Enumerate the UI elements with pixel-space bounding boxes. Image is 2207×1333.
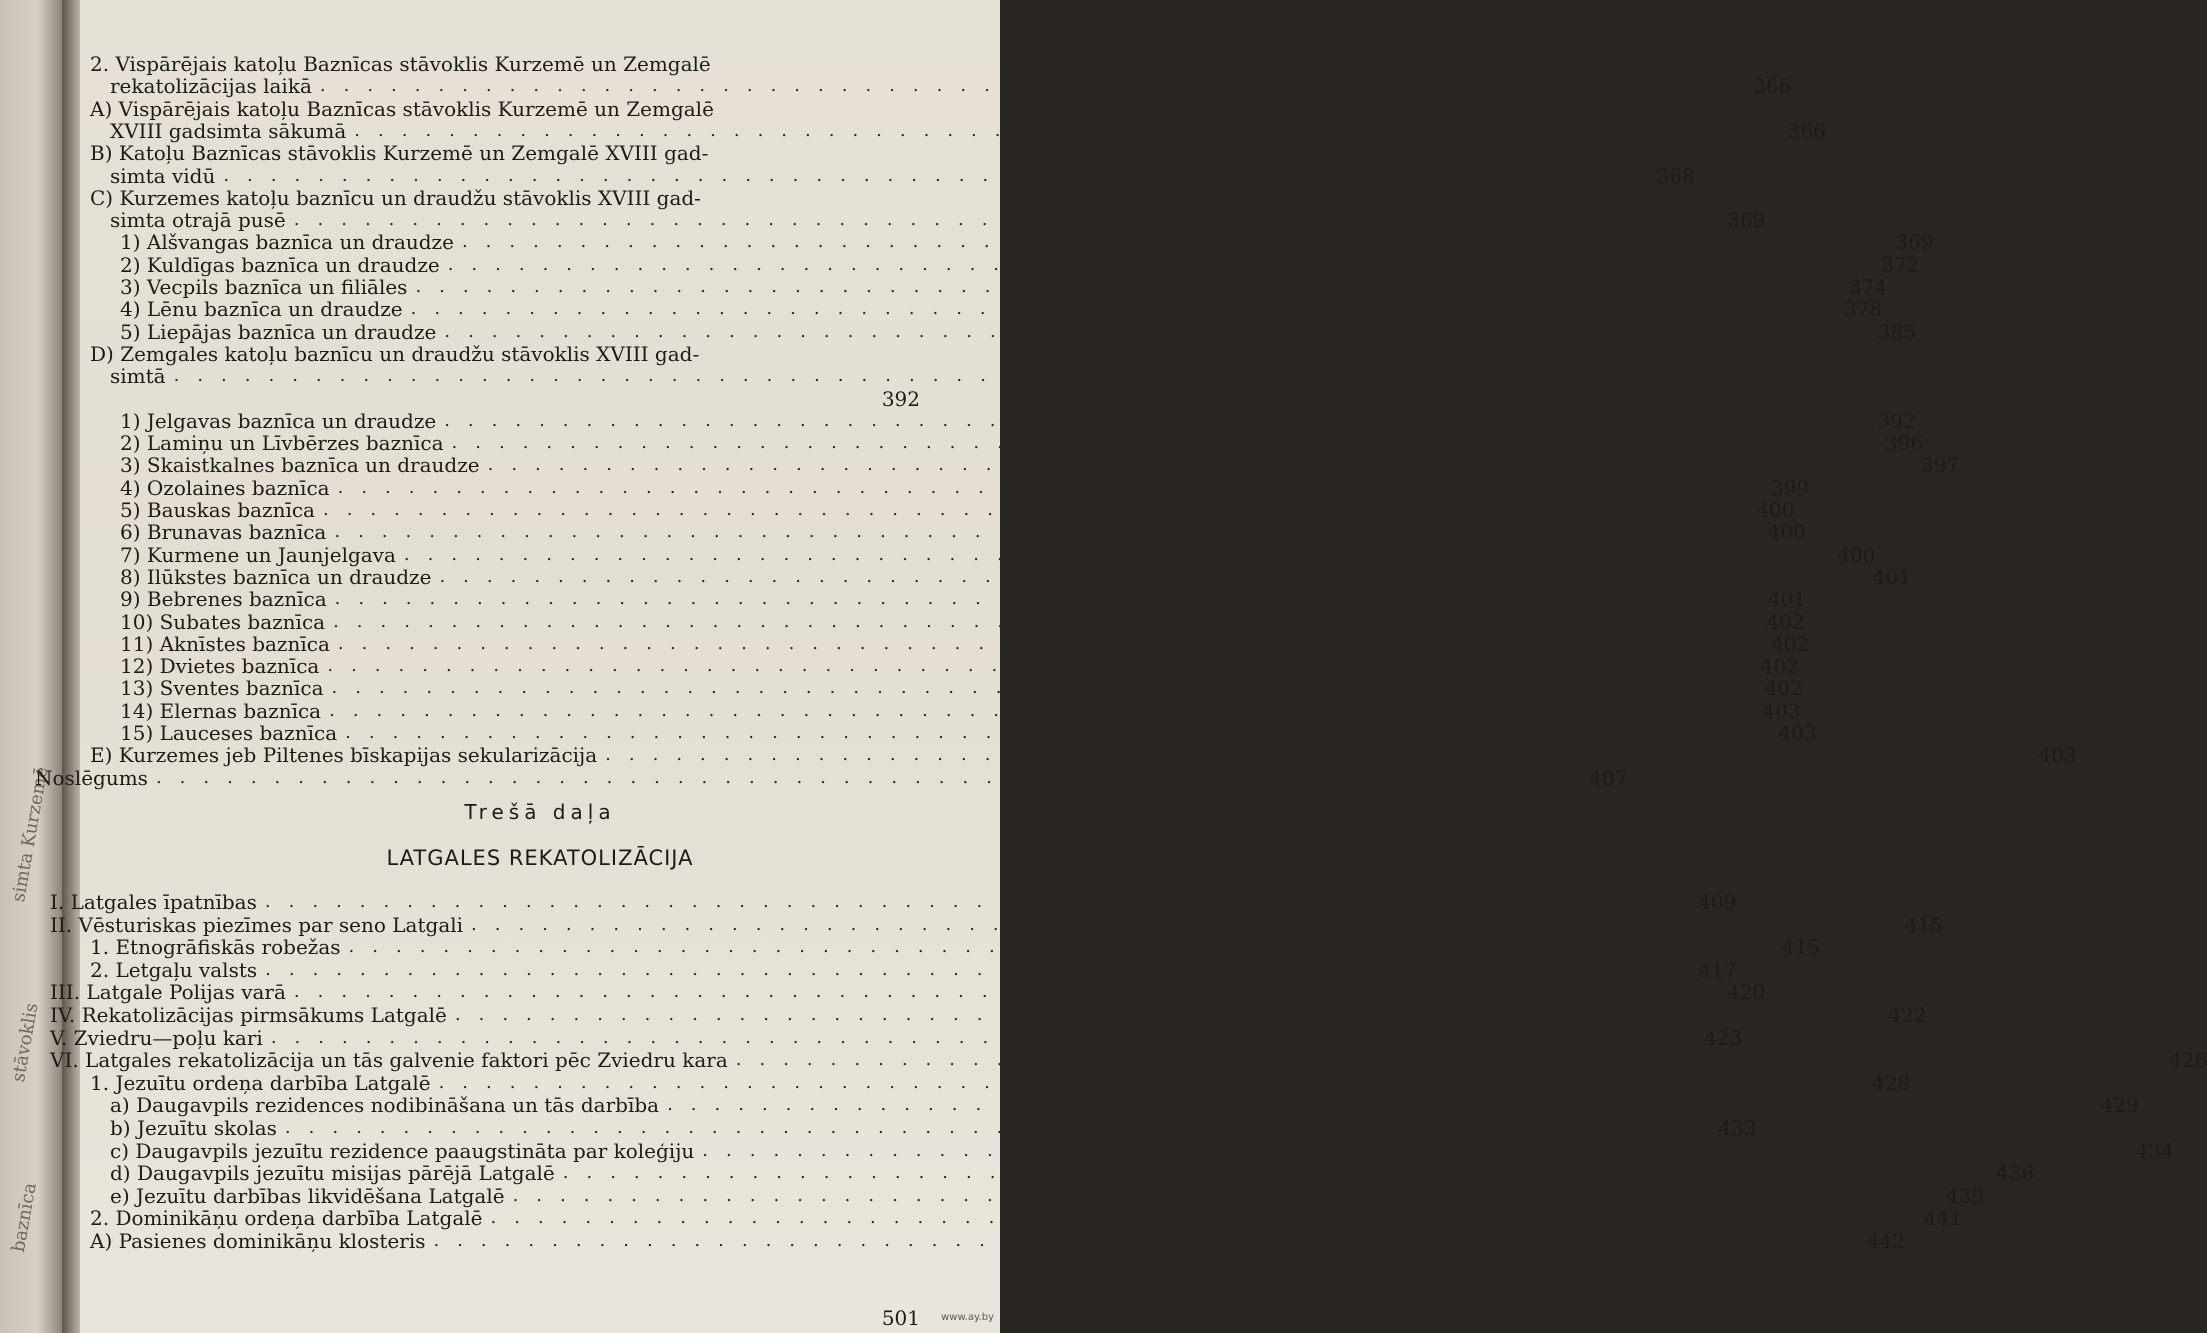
toc-entry-title: 5) Liepājas baznīca un draudze — [120, 319, 437, 344]
facing-page-text: baznīca — [8, 1181, 41, 1254]
leader-dots: ............................................................ — [487, 454, 1911, 476]
page-number: 501 — [881, 1306, 920, 1330]
leader-dots: ............................................................ — [293, 981, 1718, 1003]
leader-dots: ............................................................ — [454, 1004, 1879, 1025]
toc-entry-title: b) Jezuītu skolas — [110, 1116, 277, 1140]
toc-entry — [120, 431, 1924, 456]
toc-entry-page: 436 — [1996, 1161, 2035, 1186]
toc-entry-page: 428 — [1871, 1070, 1911, 1095]
toc-entry — [90, 1229, 1905, 1253]
toc-entry-page: 374 — [1848, 275, 1887, 299]
toc-entry-title: 8) Ilūkstes baznīca un draudze — [120, 564, 432, 589]
toc-entry-title: B) Katoļu Baznīcas stāvoklis Kurzemē un Zemgalē XVIII gad- — [90, 141, 709, 166]
toc-entry — [120, 453, 1960, 478]
toc-entry — [120, 721, 1817, 745]
toc-entry-page: 369 — [1895, 230, 1934, 255]
toc-entry — [120, 275, 1887, 299]
toc-entry-title: C) Kurzemes katoļu baznīcu un draudžu stāvoklis XVIII gad- — [90, 185, 701, 210]
toc-entry — [90, 957, 1737, 982]
toc-entry-page: 409 — [1698, 890, 1737, 914]
leader-dots: ............................................................ — [337, 476, 1761, 498]
toc-entry-page: 368 — [1656, 163, 1695, 188]
toc-entry-title: 15) Lauceses baznīca — [120, 721, 338, 745]
leader-dots: ............................................................ — [329, 699, 1753, 721]
toc-entry-title: 2. Letgaļu valsts — [90, 957, 258, 982]
toc-entry — [120, 631, 1810, 656]
toc-entry-title: rekatolizācijas laikā — [110, 74, 312, 99]
toc-entry — [140, 387, 920, 411]
toc-entry-title: 10) Subates baznīca — [120, 609, 326, 634]
toc-entry-page: 441 — [1923, 1206, 1962, 1231]
toc-entry — [110, 74, 1792, 99]
toc-entry — [110, 118, 1826, 143]
toc-entry-title: III. Latgale Polijas varā — [50, 980, 286, 1005]
toc-entry-title: 1) Alšvangas baznīca un draudze — [120, 230, 454, 255]
leader-dots: ............................................................ — [327, 655, 1751, 677]
toc-entry — [90, 141, 920, 165]
toc-entry-title: 2. Vispārējais katoļu Baznīcas stāvoklis Kurzemē un Zemgalē — [90, 52, 711, 76]
toc-entry-title: e) Jezuītu darbības likvidēšana Latgalē — [110, 1183, 505, 1208]
toc-entry-page: 402 — [1766, 609, 1805, 634]
leader-dots: ............................................................ — [451, 432, 1875, 454]
toc-entry — [120, 654, 1799, 679]
toc-entry-title: 4) Ozolaines baznīca — [120, 475, 330, 500]
leader-dots: ............................................................ — [444, 320, 1868, 342]
leader-dots: ............................................................ — [667, 1094, 2091, 1116]
toc-entry-page: 392 — [881, 386, 920, 411]
toc-entry-page: 372 — [1881, 252, 1920, 277]
toc-entry — [90, 935, 1821, 960]
toc-entry-title: 5) Bauskas baznīca — [120, 498, 315, 522]
toc-entry-page: 420 — [1727, 980, 1766, 1005]
leader-dots: ............................................................ — [223, 164, 1647, 186]
toc-entry — [90, 97, 920, 121]
toc-entry-page: 400 — [1756, 498, 1795, 522]
toc-entry-title: 2) Kuldīgas baznīca un draudze — [120, 252, 440, 277]
toc-entry — [120, 252, 1920, 277]
toc-entry-page: 401 — [1872, 564, 1911, 589]
toc-entry-title: a) Daugavpils rezidences nodibināšana un tās darbība — [110, 1093, 660, 1118]
toc-entry-page: 396 — [1884, 431, 1924, 456]
leader-dots: ............................................................ — [410, 298, 1834, 320]
leader-dots: ............................................................ — [735, 1049, 2160, 1071]
leader-dots: ............................................................ — [562, 1162, 1987, 1184]
leader-dots: ............................................................ — [447, 253, 1872, 275]
toc-entry — [110, 163, 1695, 188]
leader-dots: ............................................................ — [403, 543, 1828, 565]
toc-entry-title: 1) Jelgavas baznīca un draudze — [120, 408, 437, 433]
toc-entry-title: A) Vispārējais katoļu Baznīcas stāvoklis Kurzemē un Zemgalē — [90, 96, 714, 121]
toc-entry — [90, 1070, 1911, 1095]
toc-entry-title: 2) Lamiņu un Līvbērzes baznīca — [120, 431, 444, 456]
leader-dots: ............................................................ — [333, 610, 1757, 632]
leader-dots: ............................................................ — [270, 1026, 1695, 1048]
part-heading: Trešā daļa — [464, 800, 616, 824]
toc-entry-page: 402 — [1771, 631, 1810, 656]
toc-entry-page: 429 — [2100, 1093, 2139, 1118]
toc-entry — [120, 676, 1803, 701]
leader-dots: ............................................................ — [461, 231, 1886, 253]
leader-dots: ............................................................ — [348, 936, 1772, 958]
toc-entry-page: 392 — [1877, 408, 1916, 433]
toc-entry-title: 12) Dvietes baznīca — [120, 654, 320, 679]
toc-entry-page: 423 — [1704, 1025, 1743, 1050]
toc-entry-title: 14) Elernas baznīca — [120, 698, 322, 723]
toc-entry-page: 402 — [1764, 676, 1803, 701]
toc-entry-page: 401 — [1767, 587, 1807, 612]
toc-entry — [110, 1116, 1757, 1140]
toc-entry-title: c) Daugavpils jezuītu rezidence paaugstināta par koleģiju — [110, 1138, 695, 1163]
toc-entry-page: 366 — [1753, 74, 1792, 99]
toc-entry — [120, 498, 1795, 522]
leader-dots: ............................................................ — [345, 722, 1769, 743]
toc-entry-title: 13) Sventes baznīca — [120, 676, 324, 701]
toc-entry-title: II. Vēsturiskas piezīmes par seno Latgali — [50, 912, 464, 937]
leader-dots: ............................................................ — [433, 1230, 1857, 1251]
toc-entry-page: 442 — [1866, 1229, 1905, 1253]
leader-dots: ............................................................ — [284, 1117, 1709, 1138]
book-gutter — [62, 0, 80, 1333]
toc-entry — [110, 1093, 2139, 1118]
toc-entry — [120, 297, 1883, 322]
facing-page-text: simta Kurzemē — [8, 765, 53, 904]
toc-entry — [50, 912, 1943, 937]
toc-entry-page: 366 — [1787, 118, 1826, 143]
leader-dots: ............................................................ — [438, 1071, 1862, 1093]
toc-entry — [90, 743, 2077, 768]
toc-entry-title: D) Zemgales katoļu baznīcu un draudžu stāvoklis XVIII gad- — [90, 341, 700, 366]
toc-entry — [120, 609, 1805, 634]
leader-dots: ............................................................ — [605, 744, 2029, 766]
toc-entry — [90, 186, 920, 210]
toc-entry-title: V. Zviedru—poļu kari — [50, 1025, 263, 1050]
toc-entry-title: I. Latgales īpatnības — [50, 890, 257, 914]
toc-entry-page: 417 — [1698, 957, 1737, 982]
toc-entry-page: 400 — [1767, 520, 1806, 545]
toc-entry-page: 402 — [1760, 654, 1799, 679]
toc-entry-title: simtā — [110, 364, 166, 389]
toc-entry-page: 403 — [1778, 721, 1817, 745]
toc-entry-page: 415 — [1904, 912, 1943, 937]
toc-entry — [120, 542, 1876, 567]
toc-entry — [110, 364, 1597, 389]
toc-entry-page: 407 — [1589, 765, 1628, 790]
toc-entry — [120, 319, 1916, 344]
toc-entry-page: 397 — [1920, 453, 1960, 478]
leader-dots: ............................................................ — [334, 521, 1758, 543]
toc-entry-title: XVIII gadsimta sākumā — [110, 118, 347, 143]
toc-entry — [110, 208, 1766, 233]
leader-dots: ............................................................ — [173, 365, 1597, 387]
toc-entry — [120, 587, 1807, 612]
toc-entry-title: 1. Jezuītu ordeņa darbība Latgalē — [90, 1070, 431, 1095]
leader-dots: ............................................................ — [702, 1139, 2126, 1161]
toc-entry-title: 6) Brunavas baznīca — [120, 520, 327, 545]
toc-entry-page: 369 — [1727, 208, 1766, 233]
facing-page-text: stāvoklis — [8, 1001, 43, 1084]
toc-entry — [110, 1161, 2035, 1186]
toc-entry — [110, 1183, 1985, 1208]
leader-dots: ............................................................ — [354, 119, 1778, 141]
leader-dots: ............................................................ — [439, 565, 1863, 587]
toc-entry — [90, 342, 920, 366]
toc-entry-title: 3) Skaistkalnes baznīca un draudze — [120, 453, 480, 478]
toc-entry — [120, 230, 1934, 255]
toc-entry-page: 400 — [1837, 542, 1876, 567]
toc-entry-title: d) Daugavpils jezuītu misijas pārējā Latgalē — [110, 1161, 555, 1186]
toc-entry-page: 403 — [2038, 743, 2077, 768]
leader-dots: ............................................................ — [490, 1207, 1914, 1229]
toc-entry-title: E) Kurzemes jeb Piltenes bīskapijas sekularizācija — [90, 743, 598, 768]
toc-entry-title: IV. Rekatolizācijas pirmsākums Latgalē — [50, 1003, 447, 1027]
toc-entry-title: 2. Dominikāņu ordeņa darbība Latgalē — [90, 1206, 483, 1231]
leader-dots: ............................................................ — [331, 677, 1755, 699]
toc-entry-page: 378 — [1843, 297, 1883, 322]
toc-entry — [120, 475, 1810, 500]
toc-entry-title: 4) Lēnu baznīca un draudze — [120, 297, 403, 322]
toc-entry-title: 7) Kurmene un Jaunjelgava — [120, 542, 396, 567]
leader-dots: ............................................................ — [319, 75, 1744, 97]
leader-dots: ............................................................ — [265, 958, 1689, 980]
toc-entry-title: 3) Vecpils baznīca un filiāles — [120, 275, 408, 299]
leader-dots: ............................................................ — [322, 499, 1747, 520]
toc-entry — [90, 1206, 1962, 1231]
toc-entry — [50, 1003, 1927, 1027]
toc-entry — [50, 1025, 1743, 1050]
leader-dots: ............................................................ — [264, 891, 1689, 912]
toc-entry-page: 422 — [1888, 1003, 1927, 1027]
toc-entry — [35, 765, 1628, 790]
leader-dots: ............................................................ — [415, 276, 1839, 297]
toc-entry — [120, 698, 1801, 723]
toc-entry — [90, 52, 920, 76]
leader-dots: ............................................................ — [337, 632, 1762, 654]
toc-entry — [120, 564, 1911, 589]
toc-entry-page: 433 — [1718, 1116, 1757, 1140]
toc-entry-title: simta otrajā pusē — [110, 208, 286, 233]
toc-entry — [110, 1138, 2174, 1163]
leader-dots: ............................................................ — [155, 766, 1580, 788]
watermark: www.ay.by — [941, 1312, 994, 1323]
toc-entry — [120, 520, 1806, 545]
toc-entry-page: 439 — [1945, 1183, 1985, 1208]
toc-entry — [120, 408, 1916, 433]
toc-entry-page: 385 — [1877, 319, 1916, 344]
toc-entry-title: VI. Latgales rekatolizācija un tās galvenie faktori pēc Zviedru kara — [50, 1048, 728, 1073]
toc-entry-title: A) Pasienes dominikāņu klosteris — [90, 1229, 426, 1253]
toc-entry-title: 11) Aknīstes baznīca — [120, 631, 330, 656]
toc-entry-title: 1. Etnogrāfiskās robežas — [90, 935, 341, 960]
leader-dots: ............................................................ — [471, 913, 1895, 935]
toc-entry-page: 403 — [1762, 698, 1801, 723]
leader-dots: ............................................................ — [334, 588, 1758, 610]
toc-entry-page: 434 — [2135, 1138, 2174, 1163]
toc-entry-title: Noslēgums — [35, 765, 148, 790]
part-title: LATGALES REKATOLIZĀCIJA — [386, 846, 694, 870]
toc-entry-page: 426 — [2169, 1048, 2207, 1073]
toc-entry — [50, 980, 1766, 1005]
toc-entry — [50, 890, 1737, 914]
toc-entry-page: 415 — [1781, 935, 1821, 960]
toc-entry — [50, 1048, 2207, 1073]
leader-dots: ............................................................ — [512, 1184, 1936, 1206]
leader-dots: ............................................................ — [444, 409, 1868, 431]
leader-dots: ............................................................ — [293, 209, 1718, 231]
toc-entry-page: 399 — [1770, 475, 1810, 500]
facing-page — [0, 0, 62, 1333]
toc-entry-title: 9) Bebrenes baznīca — [120, 587, 327, 612]
toc-entry-title: simta vidū — [110, 163, 216, 188]
